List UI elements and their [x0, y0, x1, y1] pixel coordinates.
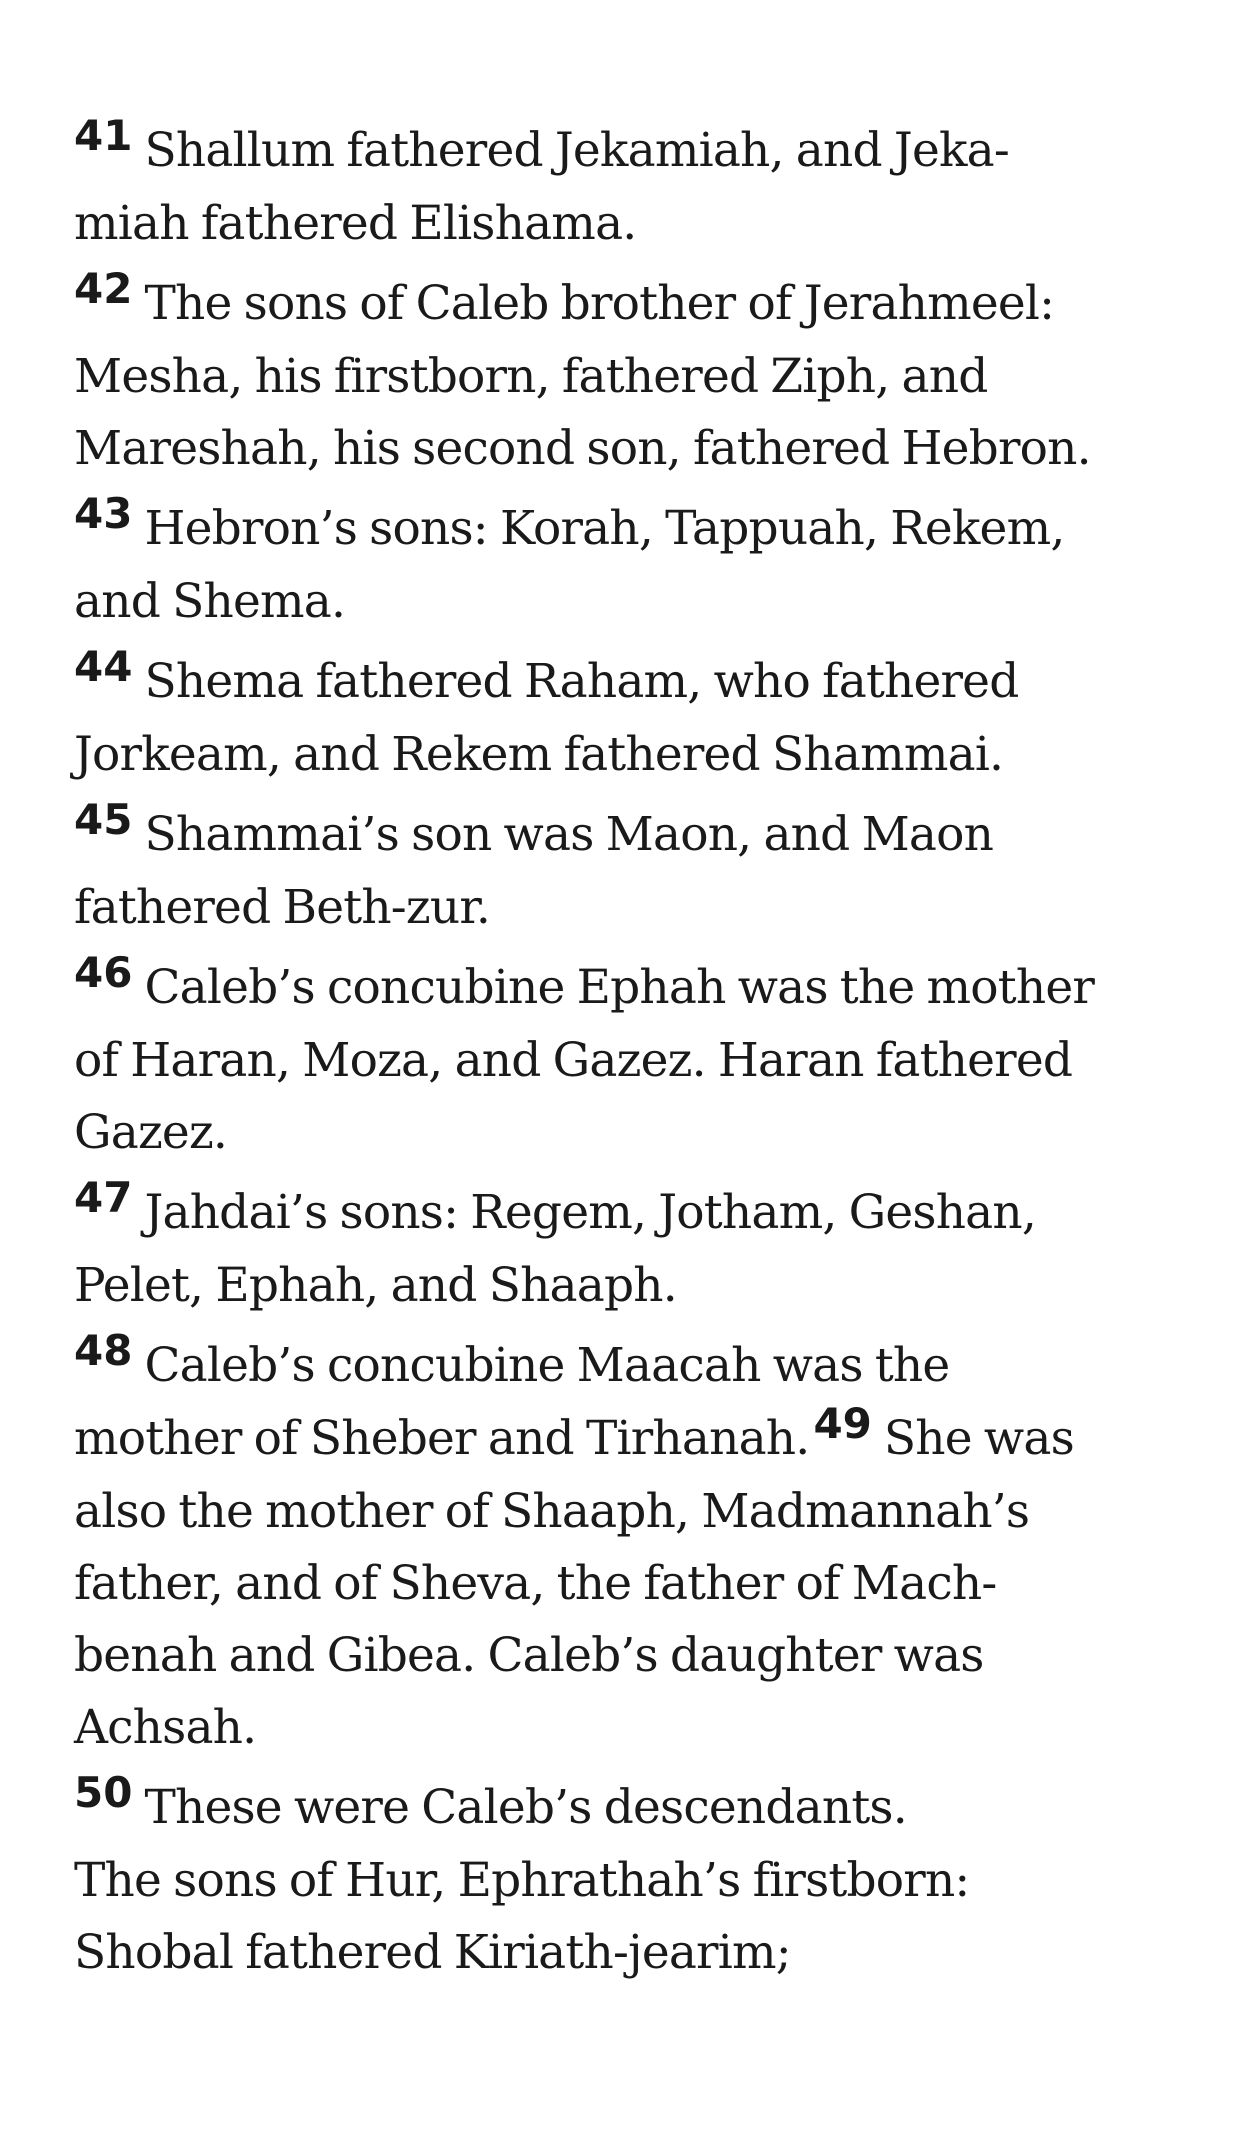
verse-line	[74, 642, 1184, 719]
verse-number[interactable]: 48	[74, 1326, 133, 1375]
verse-48	[74, 1326, 1184, 1764]
verse-number[interactable]: 49	[813, 1399, 872, 1448]
verse-text: Hebron’s sons: Korah, Tappuah, Rekem,	[144, 501, 1065, 556]
verse-line	[74, 111, 1184, 188]
verse-46	[74, 948, 1184, 1169]
verse-number[interactable]: 42	[74, 264, 133, 313]
verse-text: mother of Sheber and Tirhanah.	[74, 1411, 810, 1466]
verse-line	[74, 489, 1184, 566]
verse-line	[74, 1173, 1184, 1250]
verse-line: also the mother of Shaaph, Madmannah’s	[74, 1484, 1030, 1539]
verse-text: Shallum fathered Jekamiah, and Jeka-	[144, 123, 1009, 178]
verse-number[interactable]: 45	[74, 795, 133, 844]
verse-41	[74, 111, 1184, 260]
verse-line: fathered Beth-zur.	[74, 880, 490, 935]
verse-line	[74, 1399, 1184, 1476]
verse-text: Caleb’s concubine Ephah was the mother	[144, 960, 1095, 1015]
verse-line	[74, 264, 1184, 341]
verse-number[interactable]: 46	[74, 948, 133, 997]
verse-number[interactable]: 41	[74, 111, 133, 160]
verse-line: father, and of Sheva, the father of Mach-	[74, 1556, 997, 1611]
verse-line: and Shema.	[74, 574, 346, 629]
verse-line: of Haran, Moza, and Gazez. Haran fathered	[74, 1033, 1073, 1088]
verse-line	[74, 1326, 1184, 1403]
verse-line: Mareshah, his second son, fathered Hebron.	[74, 421, 1091, 476]
verse-line: benah and Gibea. Caleb’s daughter was	[74, 1628, 984, 1683]
verse-50	[74, 1768, 1184, 1989]
verse-text: She was	[883, 1411, 1074, 1466]
verse-line	[74, 948, 1184, 1025]
verse-42	[74, 264, 1184, 485]
verse-text: Shammai’s son was Maon, and Maon	[144, 807, 994, 862]
verse-line	[74, 1768, 1184, 1845]
verse-text: These were Caleb’s descendants.	[144, 1780, 907, 1835]
verse-number[interactable]: 47	[74, 1173, 133, 1222]
verse-number[interactable]: 43	[74, 489, 133, 538]
reading-pane	[74, 111, 1184, 1997]
verse-43	[74, 489, 1184, 638]
verse-line	[74, 795, 1184, 872]
verse-line: Pelet, Ephah, and Shaaph.	[74, 1258, 677, 1313]
verse-text: Shema fathered Raham, who fathered	[144, 654, 1019, 709]
verse-line: Mesha, his firstborn, fathered Ziph, and	[74, 349, 988, 404]
verse-text: Caleb’s concubine Maacah was the	[144, 1338, 950, 1393]
verse-text: Jahdai’s sons: Regem, Jotham, Geshan,	[144, 1185, 1036, 1240]
verse-47	[74, 1173, 1184, 1322]
verse-line: Jorkeam, and Rekem fathered Shammai.	[74, 727, 1004, 782]
verse-line: Shobal fathered Kiriath-jearim;	[74, 1925, 791, 1980]
verse-text: The sons of Caleb brother of Jerahmeel:	[144, 276, 1055, 331]
verse-number[interactable]: 44	[74, 642, 133, 691]
verse-line: miah fathered Elishama.	[74, 196, 637, 251]
verse-line: Gazez.	[74, 1105, 228, 1160]
verse-44	[74, 642, 1184, 791]
verse-number[interactable]: 50	[74, 1768, 133, 1817]
verse-45	[74, 795, 1184, 944]
verse-line: The sons of Hur, Ephrathah’s firstborn:	[74, 1853, 970, 1908]
verse-line: Achsah.	[74, 1700, 257, 1755]
